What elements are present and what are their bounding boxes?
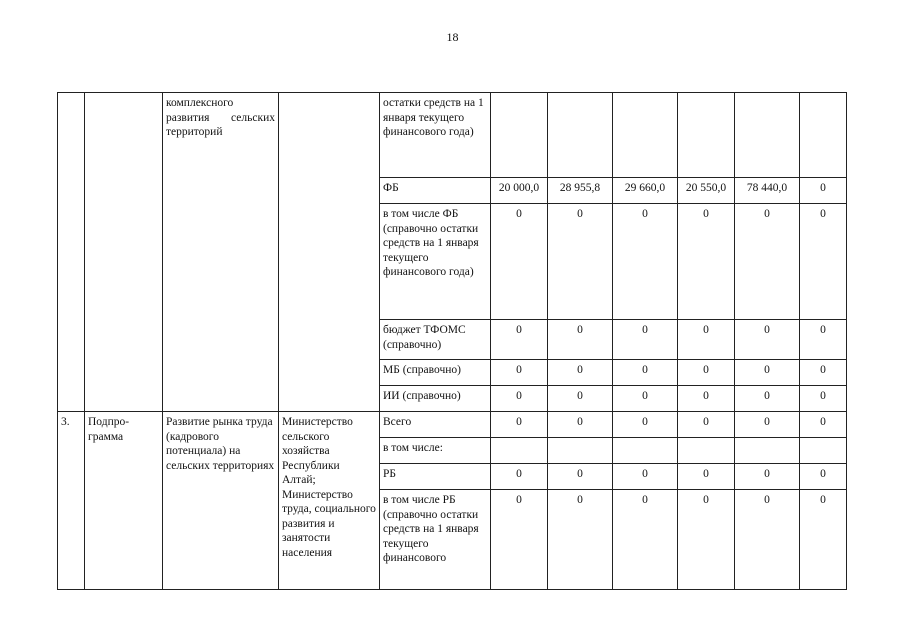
value-cell: 0: [800, 386, 847, 412]
value-cell: 0: [678, 204, 735, 320]
value-cell: [735, 438, 800, 464]
value-cell: 0: [613, 320, 678, 360]
value-cell: 0: [678, 360, 735, 386]
value-cell: 0: [735, 412, 800, 438]
value-cell: 20 550,0: [678, 178, 735, 204]
source-cell: МБ (справочно): [380, 360, 491, 386]
value-cell: 0: [613, 204, 678, 320]
value-cell: 0: [735, 204, 800, 320]
value-cell: 0: [491, 464, 548, 490]
value-cell: [491, 438, 548, 464]
number-cell: [58, 93, 85, 412]
value-cell: [613, 438, 678, 464]
type-cell: [85, 93, 163, 412]
value-cell: [613, 93, 678, 178]
value-cell: 0: [491, 204, 548, 320]
table-row: [58, 93, 847, 178]
value-cell: 0: [800, 204, 847, 320]
value-cell: 0: [735, 386, 800, 412]
value-cell: 78 440,0: [735, 178, 800, 204]
value-cell: 0: [800, 178, 847, 204]
value-cell: 0: [678, 386, 735, 412]
value-cell: 0: [678, 464, 735, 490]
value-cell: 0: [800, 360, 847, 386]
page-number: 18: [446, 30, 459, 44]
source-cell: в том числе РБ (справочно остатки средств на 1 января текущего финансового: [380, 490, 491, 590]
value-cell: 0: [491, 386, 548, 412]
value-cell: [548, 93, 613, 178]
executor-cell: Министерство сельского хозяйства Республики Алтай; Министерство труда, социального развития и занятости населения: [279, 412, 380, 590]
value-cell: 0: [613, 360, 678, 386]
budget-table: [57, 92, 847, 590]
value-cell: 29 660,0: [613, 178, 678, 204]
value-cell: 0: [800, 412, 847, 438]
value-cell: 0: [548, 490, 613, 590]
source-cell: ФБ: [380, 178, 491, 204]
value-cell: [491, 93, 548, 178]
value-cell: [800, 438, 847, 464]
value-cell: 0: [735, 490, 800, 590]
value-cell: [800, 93, 847, 178]
value-cell: 0: [491, 360, 548, 386]
program-name-cell: Развитие рынка труда (кадрового потенциала) на сельских территориях: [163, 412, 279, 590]
value-cell: 0: [613, 412, 678, 438]
type-cell: Подпро-грамма: [85, 412, 163, 590]
value-cell: 0: [678, 490, 735, 590]
value-cell: 0: [613, 464, 678, 490]
value-cell: [548, 438, 613, 464]
value-cell: 0: [800, 464, 847, 490]
source-cell: Всего: [380, 412, 491, 438]
source-cell: в том числе:: [380, 438, 491, 464]
number-cell: 3.: [58, 412, 85, 590]
value-cell: 0: [678, 320, 735, 360]
value-cell: 0: [548, 320, 613, 360]
value-cell: 0: [613, 490, 678, 590]
source-cell: ИИ (справочно): [380, 386, 491, 412]
value-cell: 0: [800, 490, 847, 590]
source-cell: РБ: [380, 464, 491, 490]
value-cell: 0: [735, 464, 800, 490]
value-cell: 0: [678, 412, 735, 438]
value-cell: 0: [735, 320, 800, 360]
value-cell: 0: [613, 386, 678, 412]
value-cell: [735, 93, 800, 178]
value-cell: 0: [548, 360, 613, 386]
program-name-cell: комплексного развития сельских территорий: [163, 93, 279, 412]
value-cell: 0: [491, 320, 548, 360]
value-cell: 0: [491, 412, 548, 438]
value-cell: 0: [548, 464, 613, 490]
source-cell: в том числе ФБ (справочно остатки средств на 1 января текущего финансового года): [380, 204, 491, 320]
source-cell: бюджет ТФОМС (справочно): [380, 320, 491, 360]
value-cell: [678, 93, 735, 178]
value-cell: 0: [491, 490, 548, 590]
value-cell: 20 000,0: [491, 178, 548, 204]
value-cell: 0: [800, 320, 847, 360]
value-cell: 0: [548, 412, 613, 438]
value-cell: 0: [548, 386, 613, 412]
value-cell: 0: [548, 204, 613, 320]
executor-cell: [279, 93, 380, 412]
value-cell: 28 955,8: [548, 178, 613, 204]
value-cell: 0: [735, 360, 800, 386]
table-row: [58, 412, 847, 438]
value-cell: [678, 438, 735, 464]
source-cell: остатки средств на 1 января текущего финансового года): [380, 93, 491, 178]
